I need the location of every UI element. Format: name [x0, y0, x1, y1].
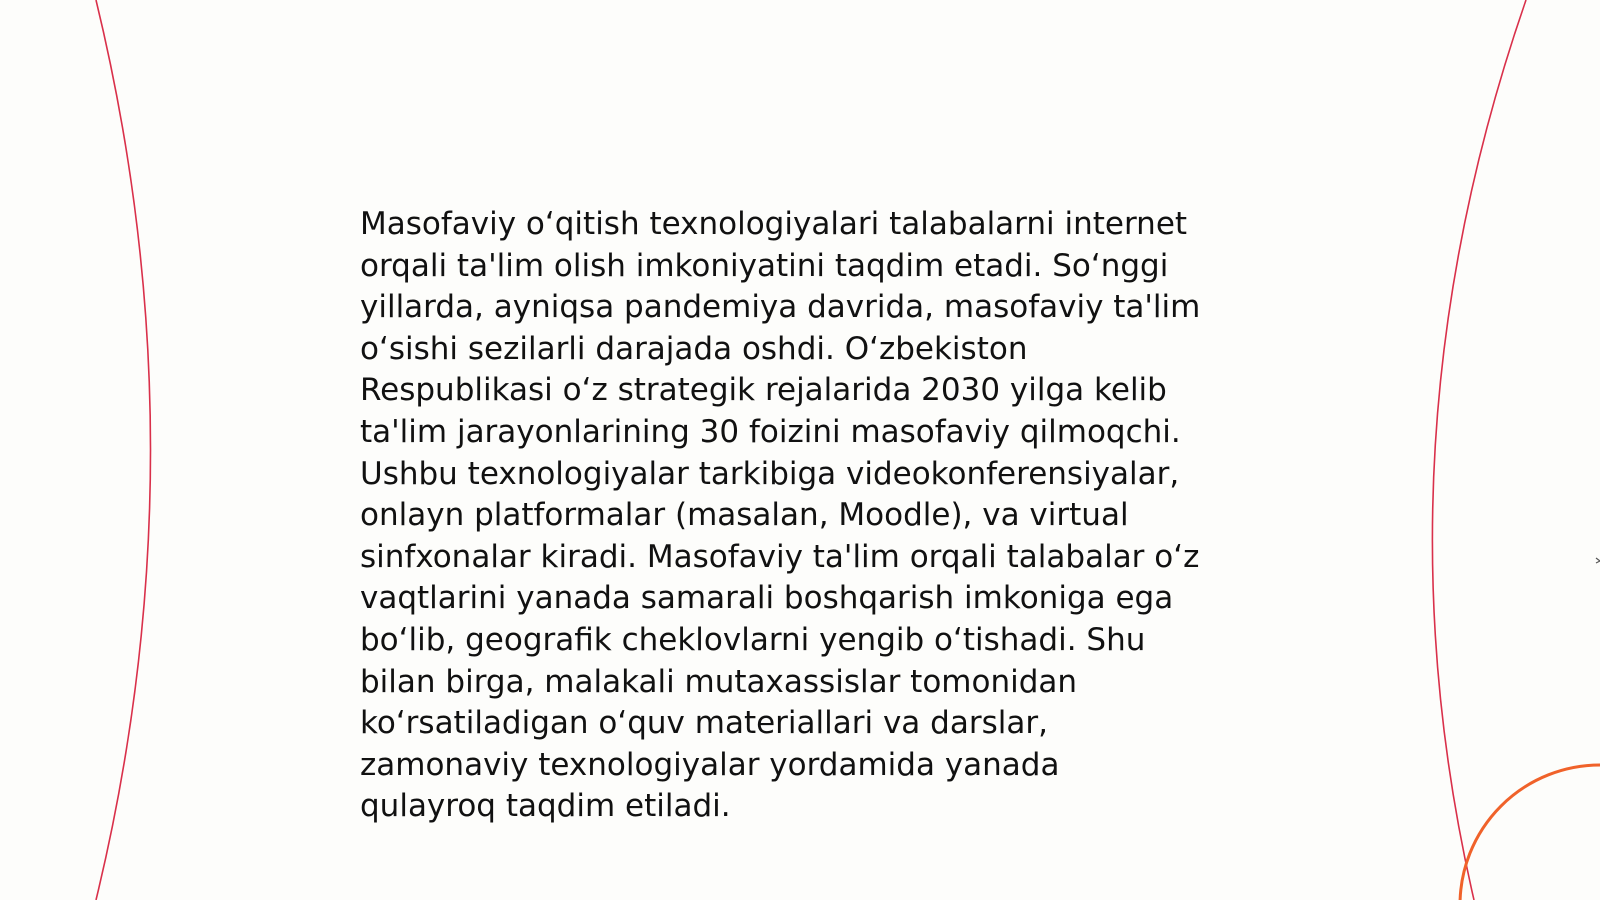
- body-text: Masofaviy o‘qitish texnologiyalari talabalarni internet orqali ta'lim olish imkoniyatini taqdim etadi. So‘nggi yillarda, ayniqsa pandemiya davrida, masofaviy ta'lim o‘sishi sezilarli darajada oshdi. O‘zbekiston Respublikasi o‘z strategik rejalarida 2030 yilga kelib ta'lim jarayonlarining 30 foizini masofaviy qilmoqchi. Ushbu texnologiyalar tarkibiga videokonferensiyalar, onlayn platformalar (masalan, Moodle), va virtual sinfxonalar kiradi. Masofaviy ta'lim orqali talabalar o‘z vaqtlarini yanada samarali boshqarish imkoniga ega bo‘lib, geografik cheklovlarni yengib o‘tishadi. Shu bilan birga, malakali mutaxassislar tomonidan ko‘rsatiladigan o‘quv materiallari va darslar, zamonaviy texnologiyalar yordamida yanada qulayroq taqdim etiladi.: [360, 206, 1201, 825]
- left-curve-line: [96, 0, 151, 900]
- orange-arc-decoration: [1460, 765, 1600, 900]
- small-arrow-icon: [1596, 558, 1600, 563]
- right-curve-line: [1432, 0, 1526, 900]
